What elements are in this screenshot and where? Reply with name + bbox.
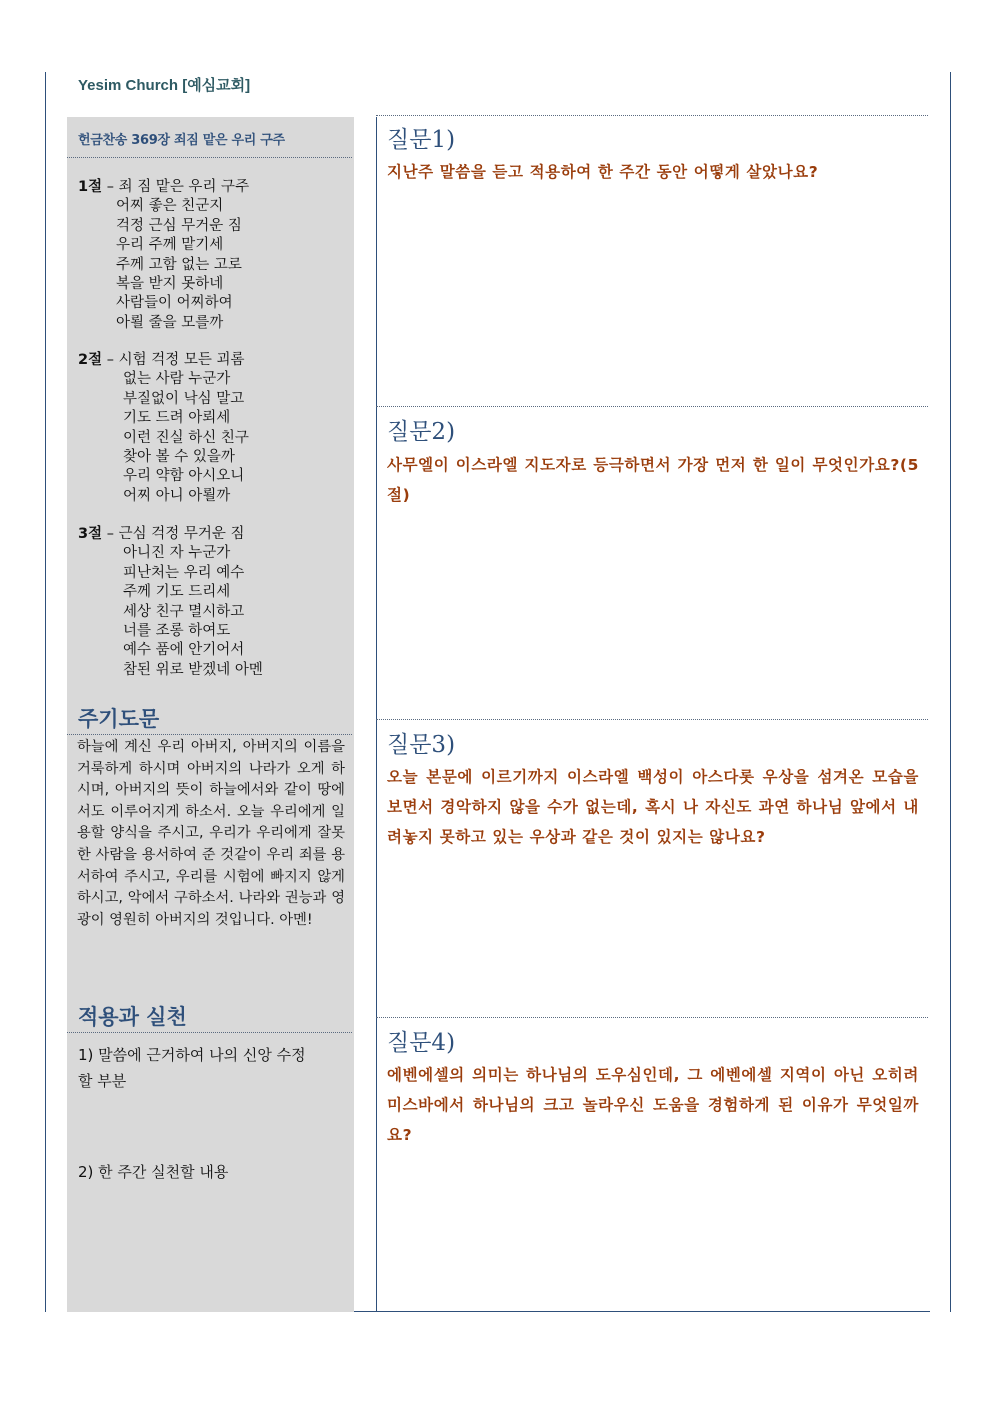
verse-line: 어찌 좋은 친군지 (116, 198, 224, 215)
verse-line: 우리 주께 맡기세 (116, 237, 224, 254)
verse-line: 피난처는 우리 예수 (123, 564, 245, 581)
hymn-divider (67, 157, 352, 158)
question-1-title: 질문1) (387, 127, 456, 153)
hymn-verse-3 (78, 525, 263, 680)
application-item-2: 2) 한 주간 실천할 내용 (78, 1163, 229, 1181)
verse-number: 1절 (78, 179, 103, 195)
verse-line: 우리 약함 아시오니 (123, 468, 245, 485)
hymn-verse-1 (78, 178, 249, 333)
question-1-divider (376, 115, 928, 116)
verse-line: 사람들이 어찌하여 (116, 295, 233, 312)
verse-number: 2절 (78, 352, 103, 368)
verse-line: 복을 받지 못하네 (116, 275, 224, 292)
church-name: Yesim Church [예심교회] (78, 77, 251, 94)
verse-line: 예수 품에 안기어서 (123, 642, 245, 659)
verse-line: 아니진 자 누군가 (123, 545, 231, 562)
verse-line: – 근심 걱정 무거운 짐 (106, 526, 245, 542)
verse-line: 걱정 근심 무거운 짐 (116, 217, 242, 234)
page-border-right (950, 72, 951, 1312)
question-4-text: 에벤에셀의 의미는 하나님의 도우심인데, 그 에벤에셀 지역이 아닌 오히려 미스바에서 하나님의 크고 놀라우신 도움을 경험하게 된 이유가 무엇일까요? (387, 1066, 919, 1144)
question-4-title: 질문4) (387, 1030, 456, 1056)
verse-line: 없는 사람 누군가 (123, 371, 231, 388)
verse-line: 부질없이 낙심 말고 (123, 390, 245, 407)
verse-line: 주께 기도 드리세 (123, 584, 231, 601)
verse-line: 찾아 볼 수 있을까 (123, 448, 235, 465)
verse-line: 기도 드려 아뢰세 (123, 410, 231, 427)
verse-line: 주께 고함 없는 고로 (116, 256, 242, 273)
question-1-text: 지난주 말씀을 듣고 적용하여 한 주간 동안 어떻게 살았나요? (387, 163, 819, 181)
question-3-title: 질문3) (387, 732, 456, 758)
question-3-divider (376, 719, 928, 720)
verse-line: – 시험 걱정 모든 괴롬 (106, 352, 245, 368)
question-2-title: 질문2) (387, 419, 456, 445)
column-divider (376, 117, 377, 1312)
bottom-rule (354, 1311, 930, 1312)
application-item-1: 1) 말씀에 근거하여 나의 신앙 수정할 부분 (78, 1046, 306, 1090)
question-2-text: 사무엘이 이스라엘 지도자로 등극하면서 가장 먼저 한 일이 무엇인가요?(5절) (387, 456, 919, 504)
verse-line: 어찌 아니 아뢸까 (123, 487, 231, 504)
verse-line: – 죄 짐 맡은 우리 구주 (106, 179, 250, 195)
question-3-text: 오늘 본문에 이르기까지 이스라엘 백성이 아스다롯 우상을 섬겨온 모습을 보면서 경악하지 않을 수가 없는데, 혹시 나 자신도 과연 하나님 앞에서 내려놓지 못하고 있는 우상과 같은 것이 있지는 않나요? (387, 768, 919, 846)
question-2-divider (376, 406, 928, 407)
verse-line: 참된 위로 받겠네 아멘 (123, 661, 263, 678)
prayer-divider (67, 734, 352, 735)
verse-line: 세상 친구 멸시하고 (123, 603, 245, 620)
verse-line: 너를 조롱 하여도 (123, 622, 231, 639)
question-4-divider (376, 1017, 928, 1018)
verse-line: 아뢸 줄을 모를까 (116, 314, 224, 331)
verse-line: 이런 진실 하신 친구 (123, 429, 249, 446)
hymn-title: 헌금찬송 369장 죄짐 맡은 우리 구주 (78, 133, 285, 148)
prayer-title: 주기도문 (78, 707, 160, 731)
application-divider (67, 1032, 352, 1033)
verse-number: 3절 (78, 526, 103, 542)
hymn-verse-2 (78, 351, 249, 506)
application-title: 적용과 실천 (78, 1005, 187, 1029)
page-border-left (45, 72, 46, 1312)
lords-prayer-text: 하늘에 계신 우리 아버지, 아버지의 이름을 거룩하게 하시며 아버지의 나라가 오게 하시며, 아버지의 뜻이 하늘에서와 같이 땅에서도 이루어지게 하소서. 오늘 우리에게 일용할 양식을 주시고, 우리가 우리에게 잘못한 사람을 용서하여 준 것같이 우리 죄를 용서하여 주시고, 우리를 시험에 빠지지 않게 하시고, 악에서 구하소서. 나라와 권능과 영광이 영원히 아버지의 것입니다. 아멘! (77, 739, 345, 928)
